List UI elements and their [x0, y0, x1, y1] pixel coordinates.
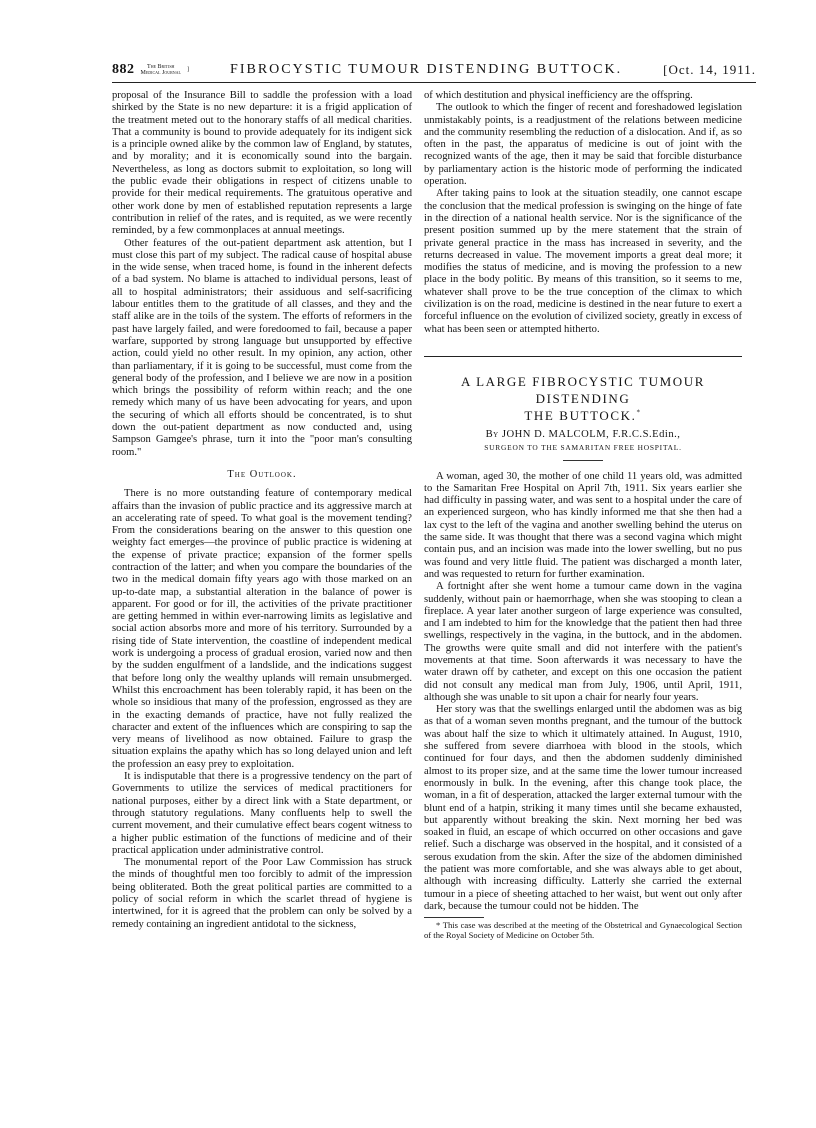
journal-name [141, 64, 182, 77]
paragraph: There is no more outstanding feature of contemporary medical affairs than the invasion of public practice and its aggressive march at an accelerating rate of speed. To what goal is the movement tending? From the considerations bearing on the answer to this question one weighty fact emerges—the province of public practice is widening at the expense of private practice; expansion of the former spells contraction of the latter; and when you compare the boundaries of the two in the medical domain fifty years ago with those marked on an up-to-date map, a substantial alteration in the balance of power is apparent. For good or for ill, the activities of the private practitioner are getting hemmed in within ever-narrowing limits as legislative and social action absorbs more and more of his territory. Surrounded by a rising tide of State intervention, the coastline of independent medical work is undergoing a process of gradual erosion, varied now and then by the sudden engulfment of a landslide, and the indications suggest that before long only the wealthy uplands will remain unsubmerged. Whilst this encroachment has been tolerably rapid, it has been on the whole so insidious that many of the profession, engrossed as they are in the exacting demands of practice, have not fully realized the character and extent of the influences which are conspiring to sap the very means of livelihood as now obtained. Failure to grasp the situation explains the apathy which has so long delayed union and left the profession an easy prey to exploitation. [112, 488, 412, 770]
paragraph: Other features of the out-patient department ask attention, but I must close this part of my subject. The radical cause of hospital abuse in the wide sense, when traced home, is found in the inherent defects of a bad system. No blame is attached to individual persons, least of all to hospital administrators; their assiduous and self-sacrificing labour entitles them to the gratitude of all classes, and they and the staff alike are in the toils of the system. The efforts of reformers in the past have largely failed, and were foredoomed to fail, because a paper warfare, supported by strong language but unsupported by effective action, could yield no other result. In my opinion, any action, other than parliamentary, if it is going to be successful, must come from the general body of the profession, and I believe we are now in a position which brings the possibility of reform within reach; and the one remedy which many of us have been advocating for years, and upon the securing of which all efforts should be concentrated, is to shut down the out-patient department as now conducted and, using Sampson Gamgee's phrase, turn it into the "poor man's consulting room." [112, 237, 412, 458]
header-left [112, 62, 189, 78]
paragraph: A woman, aged 30, the mother of one child 11 years old, was admitted to the Samaritan Free Hospital on April 7th, 1911. Six years earlier she had difficulty in passing water, and was sent to a hospital under the care of an experienced surgeon, who has kindly informed me that she then had a lax cyst to the left of the vagina and another swelling behind the uterus on the same side. It was thought that there was a second vagina which might contain pus, and an incision was made into the lower swelling, but no pus was found and very little fluid. The patient was discharged a month later, and was requested to return for further examination. [424, 470, 742, 580]
article-title-line2: THE BUTTOCK. [524, 407, 637, 423]
issue-date: [Oct. 14, 1911. [663, 62, 756, 77]
running-title: FIBROCYSTIC TUMOUR DISTENDING BUTTOCK. [230, 62, 623, 77]
article-title-line1: A LARGE FIBROCYSTIC TUMOUR DISTENDING [461, 373, 705, 406]
paragraph: After taking pains to look at the situation steadily, one cannot escape the conclusion that the medical profession is swinging on the hinge of fate in the direction of a national health service. Nor is the significance of the present position summed up by the mere statement that the strain of private general practice in the mass has increased in severity, and the returns decreased in value. The movement imports a great deal more; it modifies the status of medicine, and is moving the profession to a new place in the body politic. By means of this transition, so it seems to me, whatever shall prove to be the true conception of the climax to which civilization is on the road, medicine is destined in the near future to exert a forceful influence on the evolution of civilized society, greatly in excess of what has been seen or attempted hitherto. [424, 188, 742, 335]
author-name: JOHN D. MALCOLM, F.R.C.S.Edin., [501, 428, 681, 440]
page-number: 882 [112, 62, 135, 77]
paragraph: Her story was that the swellings enlarged until the abdomen was as big as that of a woman seven months pregnant, and the tumour of the buttock was about half the size to which it ultimately attained. In August, 1910, she suffered from severe diarrhoea with blood in the stools, which continued for four days, and then the abdomen suddenly diminished almost to its proper size, and at the same time the lower tumour increased enormously in bulk. In the evening, after this change took place, the woman, in a fit of desperation, attacked the larger external tumour with the blunt end of a hatpin, striking it many times until she became exhausted, but apparently without breaking the skin. Next morning her bed was soaked in fluid, an escape of which occurred on other occasions and gave relief. Such a discharge was observed in the hospital, and it consisted of a serous exudation from the skin. After the size of the abdomen diminished the patient was more comfortable, and she was always able to get about, although with increasing difficulty. Latterly she carried the external tumour in a piece of sheeting attached to her waist, but went out only after dark, because the tumour could not be hidden. The [424, 704, 742, 912]
page-header [112, 58, 756, 83]
journal-name-line2: Medical Journal [140, 70, 181, 76]
right-column [424, 90, 742, 940]
byline-prefix: By [485, 428, 499, 440]
paragraph: A fortnight after she went home a tumour came down in the vagina suddenly, without pain or haemorrhage, when she was stooping to clean a fireplace. A year later another surgeon of large experience was consulted, and I am indebted to him for the knowledge that the patient then had three swellings, respectively in the vagina, in the buttock, and in the abdomen. The growths were quite small and did not interfere with the patient's movements at that time. Soon afterwards it was necessary to have the water drawn off by catheter, and except on this one occasion the patient did not consult any medical man from July, 1906, until April, 1911, although she was unable to sit upon a chair for nearly four years. [424, 581, 742, 703]
author-affiliation: SURGEON TO THE SAMARITAN FREE HOSPITAL. [484, 443, 682, 453]
article-title [424, 373, 742, 424]
left-column [112, 90, 412, 931]
paragraph: of which destitution and physical inefficiency are the offspring. [424, 90, 693, 101]
paragraph: The monumental report of the Poor Law Commission has struck the minds of thoughtful men too forcibly to admit of the impression being obliterated. Both the great political parties are committed to a policy of social reform in which the scarlet thread of hygiene is intertwined, for it is agreed that the problem can only be solved by a remedy containing an ingredient antidotal to the sickness, [112, 857, 412, 930]
paragraph: The outlook to which the finger of recent and foreshadowed legislation unmistakably points, is a readjustment of the relations between medicine and the community resembling the reduction of a dislocation. And if, as so often in the past, the apparatus of medicine is out of joint with the recognized wants of the age, then it may be said that forcible disturbance by parliamentary action is the historic mode of performing the indicated operation. [424, 102, 742, 188]
footnote: * This case was described at the meeting of the Obstetrical and Gynaecological Section of the Royal Society of Medicine on October 5th. [424, 920, 742, 941]
journal-name-line1: The British [147, 63, 175, 70]
journal-bracket: ] [187, 66, 189, 73]
footnote-marker: * [636, 408, 642, 417]
footnote-divider [424, 917, 484, 918]
paragraph: proposal of the Insurance Bill to saddle the profession with a load shirked by the State is no new departure: it is a frigid application of the treatment meted out to the honorary staffs of all medical charities. That a community is bound to provide adequately for its indigent sick is a principle owned alike by the common law of England, by statutes, and by morality; and it is economically sound into the bargain. Nevertheless, as long as doctors submit to exploitation, so long will the public evade their obligations in respect of citizens unable to provide for their medical requirements. The gratuitous operative and other work done by men of established reputation represents a large contribution in relief of the rates, and is requited, as we were recently reminded, by a few commonplaces at annual meetings. [112, 90, 412, 237]
short-divider [563, 460, 603, 461]
article-divider [424, 356, 742, 357]
paragraph: It is indisputable that there is a progressive tendency on the part of Governments to utilize the services of medical practitioners for national purposes, either by a direct link with a State department, or through statutory regulations. Many confluents help to swell the current movement, and their cumulative effect bears cogent witness to a higher public estimation of the functions of medicine and of their practical application under administrative control. [112, 771, 412, 856]
section-subheading: The Outlook. [227, 468, 297, 480]
byline [424, 429, 742, 441]
